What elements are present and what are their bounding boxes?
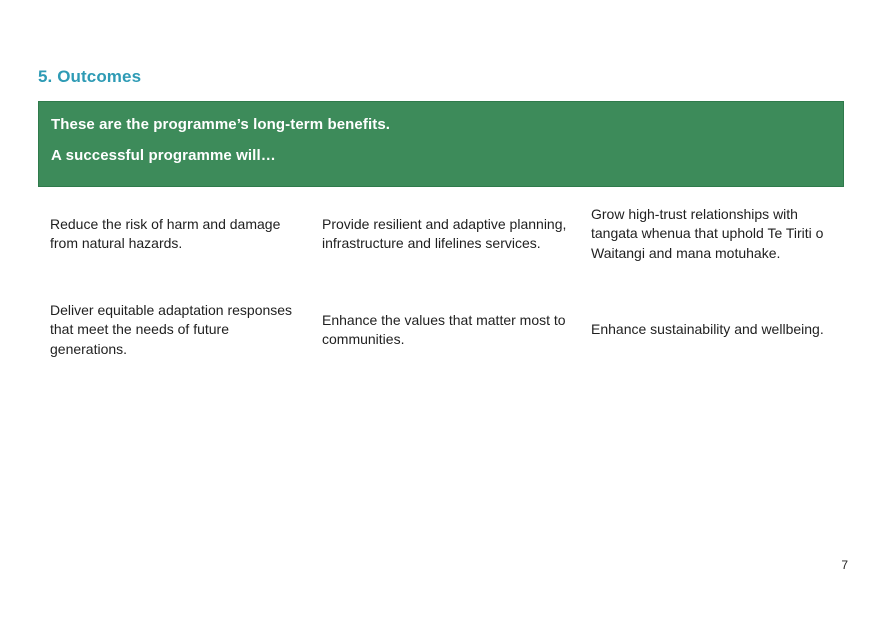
outcome-item: Enhance sustainability and wellbeing. — [591, 321, 824, 338]
outcome-item: Deliver equitable adaptation responses that meet the needs of future generations. — [50, 301, 293, 357]
outcome-item: Grow high-trust relationships with tangata whenua that uphold Te Tiriti o Waitangi and mana motuhake. — [591, 205, 824, 261]
banner-lead-text: A successful programme will… — [51, 147, 276, 164]
outcome-item: Reduce the risk of harm and damage from natural hazards. — [50, 215, 281, 251]
outcome-item: Provide resilient and adaptive planning, infrastructure and lifelines services. — [322, 215, 567, 251]
banner-intro-text: These are the programme’s long-term benefits. — [51, 116, 391, 133]
outcome-item: Enhance the values that matter most to communities. — [322, 311, 566, 347]
page-number: 7 — [841, 558, 848, 572]
outcomes-banner — [38, 101, 844, 187]
section-heading: 5. Outcomes — [38, 67, 142, 86]
